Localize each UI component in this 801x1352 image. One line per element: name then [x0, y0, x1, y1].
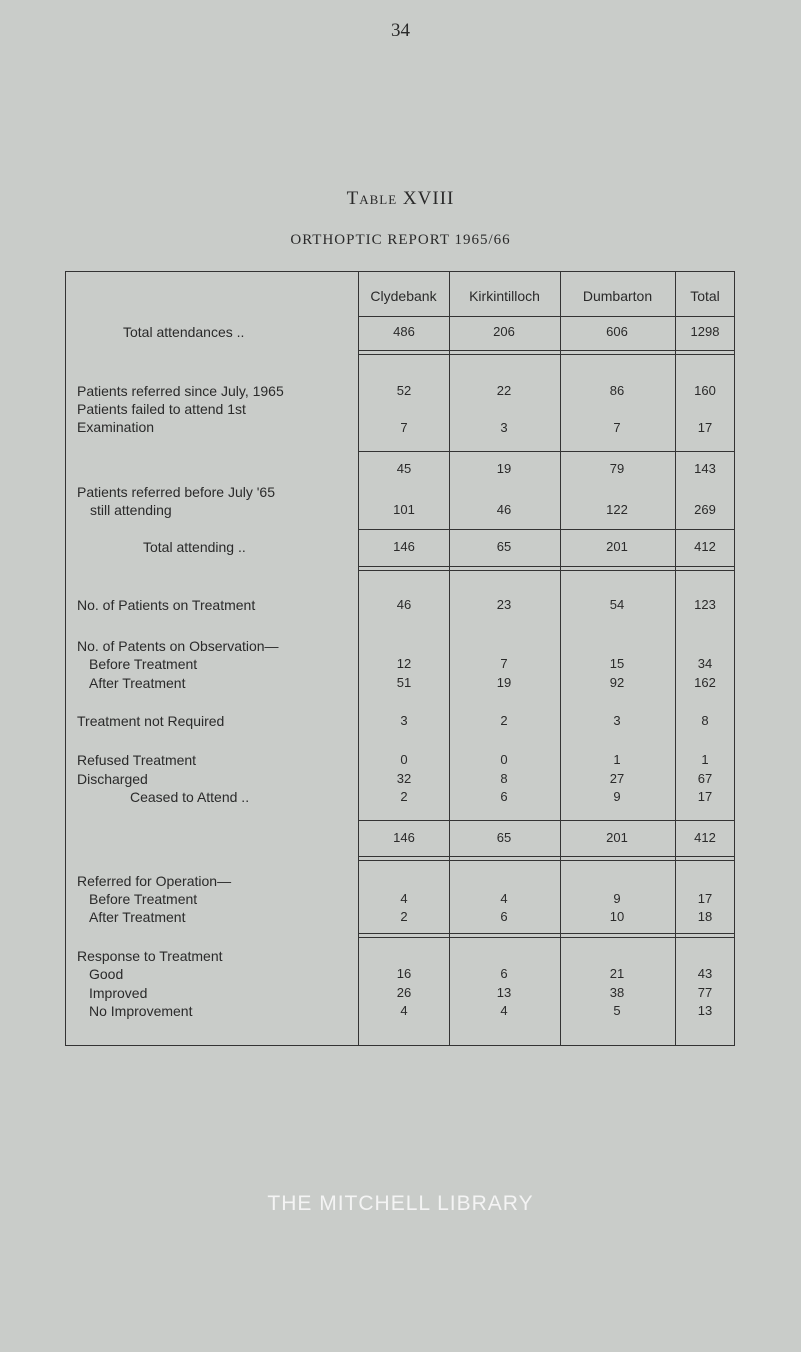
table-cell: 13 [697, 1003, 713, 1018]
row-label: Patients referred since July, 1965 [77, 383, 284, 399]
column-header-dumbarton: Dumbarton [582, 288, 653, 304]
row-label: Examination [77, 419, 155, 435]
column-header-kirkintilloch: Kirkintilloch [469, 288, 540, 304]
table-cell: 19 [496, 461, 512, 476]
table-cell: 13 [496, 985, 512, 1000]
table-cell: 22 [496, 383, 512, 398]
row-label: Refused Treatment [77, 752, 197, 768]
table-cell: 123 [694, 597, 716, 612]
table-cell: 86 [609, 383, 625, 398]
table-cell: 4 [500, 1003, 508, 1018]
table-cell: 8 [500, 771, 508, 786]
table-cell: 45 [396, 461, 412, 476]
row-label: Total attendances .. [123, 324, 245, 340]
table-cell: 143 [694, 461, 716, 476]
table-cell: 6 [500, 909, 508, 924]
table-cell: 7 [500, 656, 508, 671]
table-cell: 77 [697, 985, 713, 1000]
table-cell: 146 [393, 539, 415, 554]
report-title: ORTHOPTIC REPORT 1965/66 [290, 232, 511, 248]
row-label: Improved [89, 985, 148, 1001]
row-rule [358, 820, 735, 821]
table-cell: 122 [606, 502, 628, 517]
row-label: Discharged [77, 771, 148, 787]
table-cell: 17 [697, 789, 713, 804]
column-divider [358, 271, 359, 1046]
table-cell: 5 [613, 1003, 621, 1018]
column-divider [449, 271, 450, 1046]
column-divider [675, 271, 676, 1046]
table-cell: 4 [400, 891, 408, 906]
table-cell: 92 [609, 675, 625, 690]
table-cell: 21 [609, 966, 625, 981]
table-cell: 9 [613, 891, 621, 906]
table-cell: 3 [500, 420, 508, 435]
table-cell: 34 [697, 656, 713, 671]
table-cell: 67 [697, 771, 713, 786]
table-cell: 4 [500, 891, 508, 906]
table-cell: 46 [396, 597, 412, 612]
table-cell: 65 [496, 539, 512, 554]
table-cell: 6 [500, 789, 508, 804]
table-cell: 9 [613, 789, 621, 804]
table-cell: 32 [396, 771, 412, 786]
row-label: Before Treatment [89, 891, 198, 907]
table-cell: 54 [609, 597, 625, 612]
row-label: After Treatment [89, 675, 186, 691]
table-cell: 17 [697, 420, 713, 435]
table-cell: 1 [613, 752, 621, 767]
table-cell: 16 [396, 966, 412, 981]
table-cell: 101 [393, 502, 415, 517]
row-label: Response to Treatment [77, 948, 223, 964]
table-cell: 8 [701, 713, 709, 728]
column-header-clydebank: Clydebank [370, 288, 437, 304]
table-cell: 162 [694, 675, 716, 690]
table-cell: 7 [400, 420, 408, 435]
table-cell: 201 [606, 539, 628, 554]
row-label: No. of Patients on Treatment [77, 597, 256, 613]
row-label: No Improvement [89, 1003, 193, 1019]
table-cell: 1298 [690, 324, 720, 339]
table-cell: 2 [500, 713, 508, 728]
row-rule [358, 451, 735, 452]
table-cell: 3 [400, 713, 408, 728]
row-label: No. of Patents on Observation— [77, 638, 279, 654]
row-label: Total attending .. [143, 539, 246, 555]
table-cell: 10 [609, 909, 625, 924]
row-label: Patients failed to attend 1st [77, 401, 246, 417]
table-label: Table XVIII [346, 188, 455, 209]
table-cell: 7 [613, 420, 621, 435]
table-cell: 2 [400, 789, 408, 804]
table-cell: 6 [500, 966, 508, 981]
table-cell: 46 [496, 502, 512, 517]
table-cell: 43 [697, 966, 713, 981]
table-cell: 27 [609, 771, 625, 786]
row-label: Good [89, 966, 124, 982]
table-cell: 3 [613, 713, 621, 728]
table-cell: 1 [701, 752, 709, 767]
table-cell: 38 [609, 985, 625, 1000]
table-cell: 146 [393, 830, 415, 845]
row-label: Patients referred before July '65 [77, 484, 276, 500]
library-stamp: THE MITCHELL LIBRARY [267, 1192, 534, 1215]
row-label: Referred for Operation— [77, 873, 232, 889]
table-cell: 412 [694, 830, 716, 845]
table-cell: 79 [609, 461, 625, 476]
table-cell: 15 [609, 656, 625, 671]
table-cell: 0 [500, 752, 508, 767]
row-rule [358, 529, 735, 530]
table-cell: 51 [396, 675, 412, 690]
table-cell: 201 [606, 830, 628, 845]
table-cell: 12 [396, 656, 412, 671]
table-cell: 52 [396, 383, 412, 398]
page-number: 34 [391, 20, 410, 41]
table-cell: 65 [496, 830, 512, 845]
row-rule [358, 316, 735, 317]
table-cell: 2 [400, 909, 408, 924]
table-cell: 23 [496, 597, 512, 612]
row-label: Treatment not Required [77, 713, 225, 729]
table-cell: 26 [396, 985, 412, 1000]
table-cell: 606 [606, 324, 628, 339]
double-rule [358, 350, 735, 355]
table-cell: 160 [694, 383, 716, 398]
table-cell: 0 [400, 752, 408, 767]
table-cell: 19 [496, 675, 512, 690]
table-cell: 412 [694, 539, 716, 554]
table-cell: 18 [697, 909, 713, 924]
double-rule [358, 933, 735, 938]
double-rule [358, 856, 735, 861]
column-divider [560, 271, 561, 1046]
table-cell: 4 [400, 1003, 408, 1018]
row-label: Ceased to Attend .. [130, 789, 250, 805]
double-rule [358, 566, 735, 571]
table-cell: 269 [694, 502, 716, 517]
table-cell: 486 [393, 324, 415, 339]
row-label: still attending [90, 502, 172, 518]
row-label: After Treatment [89, 909, 186, 925]
table-cell: 17 [697, 891, 713, 906]
table-cell: 206 [493, 324, 515, 339]
column-header-total: Total [690, 288, 720, 304]
row-label: Before Treatment [89, 656, 198, 672]
